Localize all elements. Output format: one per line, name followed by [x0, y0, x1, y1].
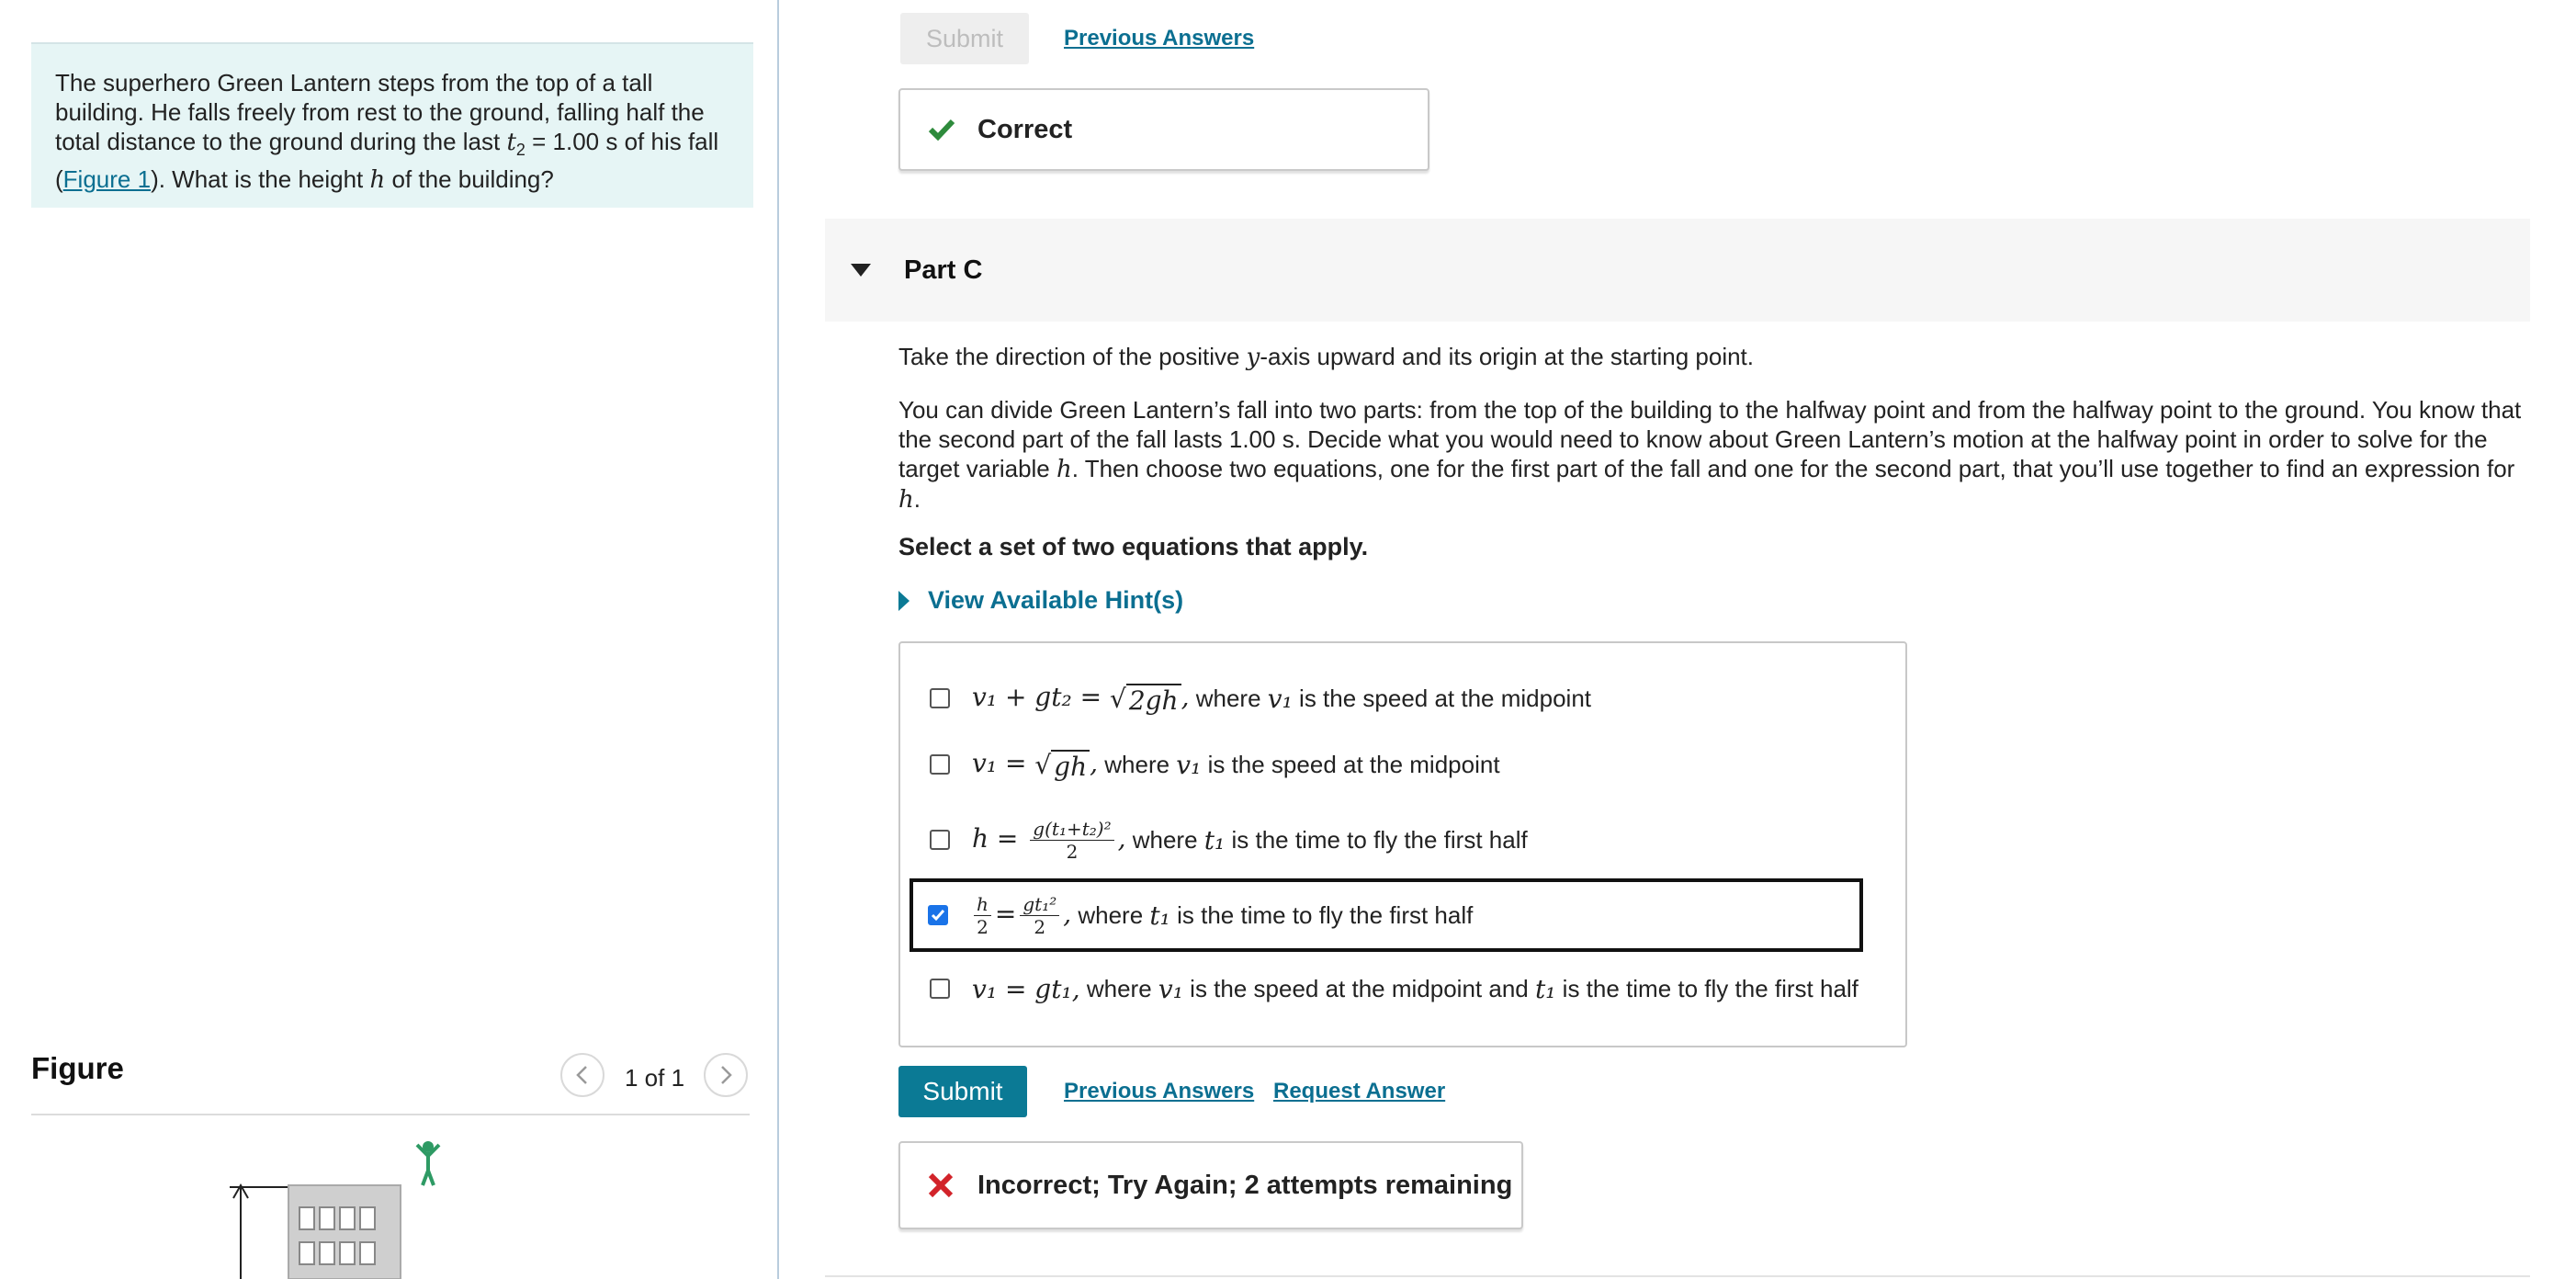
building-figure [220, 1139, 459, 1279]
option-4-checkbox[interactable] [928, 905, 948, 925]
part-b-submit-button[interactable]: Submit [900, 13, 1029, 64]
denominator: 2 [977, 915, 989, 938]
checkmark-icon [928, 118, 955, 141]
math-comma: , [1117, 822, 1126, 854]
option-3-checkbox[interactable] [930, 830, 950, 850]
figure-counter: 1 of 1 [625, 1064, 685, 1092]
caret-down-icon [851, 264, 871, 277]
x-mark-icon [928, 1172, 954, 1198]
part-c-feedback [898, 1141, 1523, 1229]
sqrt: √ gh [1034, 750, 1090, 781]
problem-statement [31, 42, 753, 208]
problem-text: ). What is the height [151, 165, 370, 194]
option-variable: v₁ [1267, 683, 1293, 714]
option-text: where [1071, 900, 1150, 929]
fraction [1030, 818, 1113, 863]
equation-option-1[interactable] [910, 662, 1863, 735]
t2-subscript: 2 [515, 141, 525, 160]
option-1-checkbox[interactable] [930, 688, 950, 708]
feedback-text: Incorrect; Try Again; 2 attempts remaining [977, 1170, 1513, 1200]
paragraph-text: . Then choose two equations, one for the first part of the fall and one for the second part, that you’ll use together to find an expression for [1071, 455, 2515, 482]
caret-right-icon [898, 591, 910, 611]
equals-sign: = [994, 898, 1017, 929]
equation-option-3[interactable] [910, 803, 1863, 877]
option-2-math [972, 748, 1098, 781]
green-lantern-icon [417, 1141, 439, 1185]
figure-divider [31, 1114, 750, 1115]
math-comma: , [1063, 898, 1072, 929]
option-1-math [972, 682, 1190, 715]
t2-symbol: t [506, 129, 516, 156]
view-hints-label: View Available Hint(s) [928, 586, 1184, 614]
radicand: 2gh [1126, 684, 1181, 715]
part-b-previous-answers-link[interactable]: Previous Answers [1064, 26, 1255, 51]
numerator: gt₁² [1020, 893, 1059, 916]
h-symbol: h [898, 486, 914, 514]
fraction [1020, 893, 1059, 938]
option-variable: v₁ [1158, 973, 1183, 1004]
view-hints-toggle[interactable] [898, 586, 1183, 615]
denominator: 2 [1066, 840, 1079, 863]
figure-prev-button[interactable] [560, 1053, 604, 1097]
math-comma: , [1181, 682, 1190, 713]
part-c-instruction: Select a set of two equations that apply. [898, 533, 1369, 560]
problem-text: The superhero Green Lantern steps from the top of a tall building. He falls freely from rest to the ground, falling half the total distance to the ground during the last [55, 69, 705, 155]
option-variable: v₁ [1176, 749, 1202, 780]
problem-pane [0, 0, 777, 1279]
option-4-math [970, 893, 1071, 938]
problem-text: = 1.00 s of his fall ( [55, 128, 719, 194]
sqrt: √ 2gh [1110, 684, 1181, 715]
denominator: 2 [1034, 915, 1046, 938]
figure-next-button[interactable] [704, 1053, 748, 1097]
numerator: g(t₁+t₂)² [1030, 818, 1113, 841]
option-text: is the speed at the midpoint [1292, 684, 1592, 712]
option-text: is the time to fly the first half [1225, 825, 1528, 854]
option-5-checkbox[interactable] [930, 979, 950, 999]
part-c-title: Part C [904, 255, 983, 285]
part-c-paragraph-2 [898, 395, 2525, 515]
option-text: where [1189, 684, 1268, 712]
option-variable: t₁ [1203, 824, 1226, 855]
part-b-feedback [898, 88, 1429, 171]
check-icon [931, 909, 945, 922]
part-c-previous-answers-link[interactable]: Previous Answers [1064, 1079, 1255, 1104]
option-text: is the speed at the midpoint and [1182, 974, 1535, 1002]
math-comma: , [1071, 973, 1080, 1004]
option-text: is the speed at the midpoint [1201, 750, 1500, 778]
paragraph-text: Take the direction of the positive [898, 343, 1247, 370]
fraction [974, 893, 991, 938]
option-variable: t₁ [1149, 900, 1170, 931]
equation-option-4[interactable] [910, 878, 1863, 952]
paragraph-text: -axis upward and its origin at the starting point. [1260, 343, 1754, 370]
pane-divider[interactable] [777, 0, 779, 1279]
option-text: is the time to fly the first half [1555, 974, 1859, 1002]
equation-option-2[interactable] [910, 728, 1863, 801]
problem-text: of the building? [385, 165, 554, 194]
equation-option-5[interactable] [910, 952, 1863, 1025]
section-divider [825, 1275, 2530, 1277]
option-text: where [1098, 750, 1177, 778]
option-5-math [972, 974, 1080, 1004]
math-lhs: v₁ + gt₂ = [972, 682, 1110, 713]
math-comma: , [1090, 748, 1099, 779]
request-answer-link[interactable]: Request Answer [1273, 1079, 1446, 1104]
option-text: where [1125, 825, 1204, 854]
part-c-submit-button[interactable]: Submit [898, 1066, 1027, 1117]
h-symbol: h [1056, 456, 1072, 483]
chevron-left-icon [574, 1065, 591, 1085]
option-text: where [1079, 974, 1158, 1002]
part-c-paragraph-1 [898, 342, 2525, 372]
paragraph-text: . [913, 485, 921, 513]
part-c-header[interactable] [825, 219, 2530, 322]
option-3-math [972, 818, 1126, 863]
option-variable: t₁ [1534, 973, 1556, 1004]
math-lhs: v₁ = gt₁ [972, 973, 1072, 1004]
chevron-right-icon [717, 1065, 734, 1085]
figure-title: Figure [31, 1051, 124, 1085]
numerator: h [974, 893, 991, 916]
option-text: is the time to fly the first half [1169, 900, 1474, 929]
paragraph-text: You can divide Green Lantern’s fall into two parts: from the top of the building to the halfway point and from the halfway point to the ground. You know that the second part of the fall lasts 1.00 s. Decide what you would need to know about Green Lantern’s motion at the halfway point in order to solve for the target variable [898, 396, 2522, 482]
math-lhs: h = [972, 822, 1027, 854]
figure-link[interactable]: Figure 1 [62, 165, 152, 194]
y-symbol: y [1246, 344, 1260, 371]
feedback-text: Correct [977, 114, 1073, 144]
option-2-checkbox[interactable] [930, 754, 950, 775]
equation-options [898, 641, 1907, 1047]
h-symbol: h [369, 166, 386, 195]
radicand: gh [1051, 750, 1090, 781]
math-lhs: v₁ = [972, 748, 1035, 779]
